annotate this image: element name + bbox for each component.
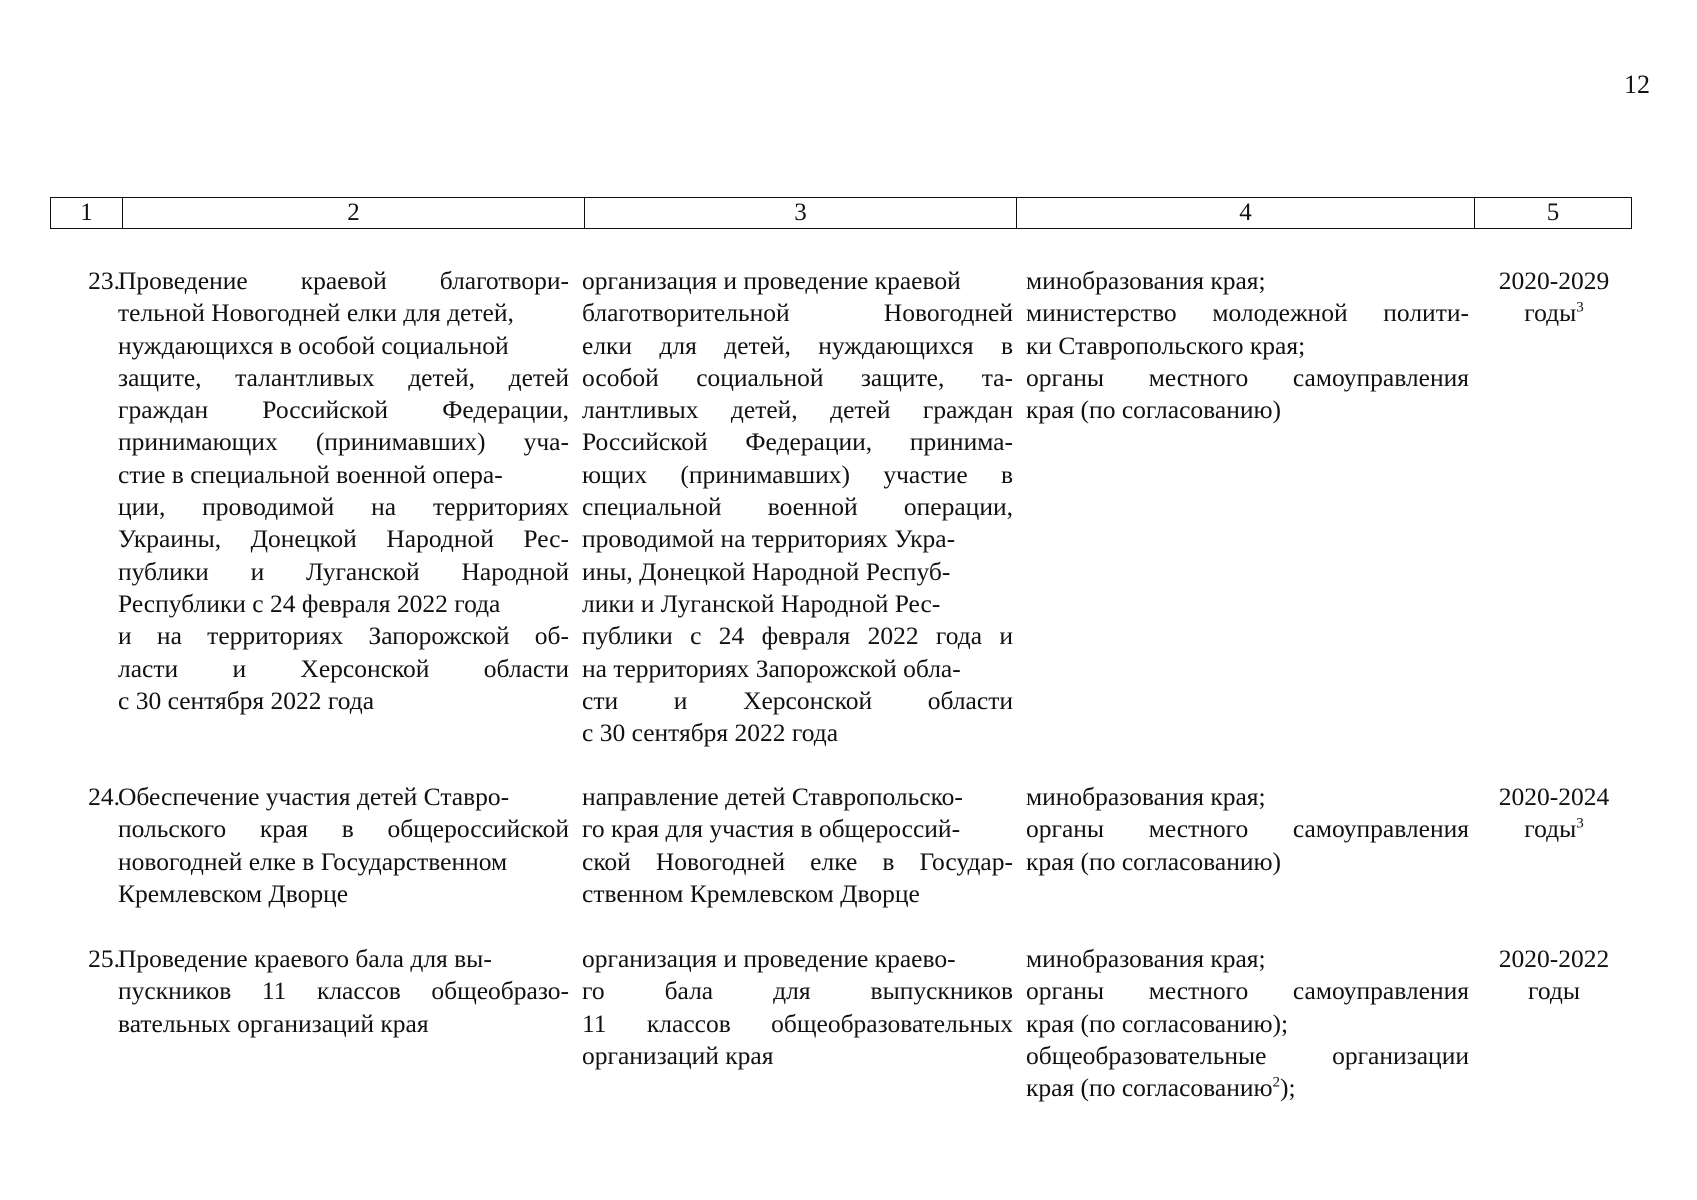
column-header-3: 3 bbox=[585, 198, 1017, 229]
text-line: Обеспечение участия детей Ставро- bbox=[118, 782, 510, 811]
row-number: 25. bbox=[88, 944, 120, 973]
text-line: 11 классов общеобразовательных bbox=[582, 1008, 1013, 1038]
text-line-part: края (по согласованию bbox=[1026, 1073, 1273, 1103]
text-line: минобразования края; bbox=[1026, 266, 1266, 295]
footnote-mark: 2 bbox=[1272, 1074, 1281, 1091]
text-line: лики и Луганской Народной Рес- bbox=[582, 588, 941, 618]
text-line: пускников 11 классов общеобразо- bbox=[118, 976, 569, 1006]
period-label-text: годы bbox=[1524, 298, 1577, 328]
text-line: тельной Новогодней елки для детей, bbox=[118, 298, 514, 328]
text-line: го края для участия в общероссий- bbox=[582, 814, 961, 844]
period-label bbox=[1472, 813, 1636, 845]
implementation-period bbox=[1472, 943, 1636, 1008]
period-years: 2020-2029 bbox=[1498, 266, 1610, 295]
activity-name bbox=[118, 943, 569, 1040]
period-label-text: годы bbox=[1528, 976, 1580, 1006]
text-line: организация и проведение краево- bbox=[582, 944, 956, 973]
text-line: стие в специальной военной опера- bbox=[118, 459, 503, 489]
text-line: организаций края bbox=[582, 1040, 774, 1070]
text-line: органы местного самоуправления bbox=[1026, 362, 1469, 392]
text-line: Республики с 24 февраля 2022 года bbox=[118, 588, 501, 618]
text-line: Проведение краевого бала для вы- bbox=[118, 944, 492, 973]
activity-content bbox=[582, 265, 1013, 749]
text-line: ки Ставропольского края; bbox=[1026, 330, 1306, 360]
text-line: направление детей Ставропольско- bbox=[582, 782, 963, 811]
responsible-parties bbox=[1026, 943, 1469, 1104]
column-header-table bbox=[50, 197, 1632, 229]
activity-name bbox=[118, 265, 569, 717]
activity-name bbox=[118, 781, 569, 910]
text-line: вательных организаций края bbox=[118, 1008, 429, 1038]
column-header-2: 2 bbox=[123, 198, 585, 229]
text-line: края (по согласованию); bbox=[1026, 1008, 1289, 1038]
responsible-parties bbox=[1026, 781, 1469, 878]
text-line: публики и Луганской Народной bbox=[118, 556, 569, 586]
implementation-period bbox=[1472, 265, 1636, 330]
text-line: особой социальной защите, та- bbox=[582, 362, 1013, 392]
period-label bbox=[1472, 975, 1636, 1007]
text-line: с 30 сентября 2022 года bbox=[582, 718, 839, 748]
text-line: ской Новогодней елке в Государ- bbox=[582, 846, 1013, 876]
text-line: края (по согласованию) bbox=[1026, 846, 1282, 876]
text-line: го бала для выпускников bbox=[582, 976, 1013, 1006]
text-line: ины, Донецкой Народной Респуб- bbox=[582, 556, 951, 586]
text-line: общеобразовательные организации bbox=[1026, 1040, 1469, 1070]
responsible-parties bbox=[1026, 265, 1469, 426]
column-header-row bbox=[51, 198, 1632, 229]
text-line: минобразования края; bbox=[1026, 782, 1266, 811]
text-line: Российской Федерации, принима- bbox=[582, 427, 1013, 457]
text-line: минобразования края; bbox=[1026, 944, 1266, 973]
footnote-mark: 3 bbox=[1576, 299, 1584, 316]
text-line: Проведение краевой благотвори- bbox=[118, 266, 569, 295]
period-label-text: годы bbox=[1524, 814, 1577, 844]
text-line: с 30 сентября 2022 года bbox=[118, 685, 375, 715]
activity-content bbox=[582, 781, 1013, 910]
text-line: елки для детей, нуждающихся в bbox=[582, 330, 1013, 360]
text-line: нуждающихся в особой социальной bbox=[118, 330, 509, 360]
text-line: публики с 24 февраля 2022 года и bbox=[582, 621, 1013, 651]
page-number: 12 bbox=[1624, 70, 1650, 99]
text-line: новогодней елке в Государственном bbox=[118, 846, 508, 876]
column-header-1: 1 bbox=[51, 198, 123, 229]
text-line: сти и Херсонской области bbox=[582, 685, 1013, 715]
text-line: органы местного самоуправления bbox=[1026, 976, 1469, 1006]
text-line: защите, талантливых детей, детей bbox=[118, 362, 569, 392]
text-line: лантливых детей, детей граждан bbox=[582, 395, 1013, 425]
text-line: министерство молодежной полити- bbox=[1026, 298, 1469, 328]
text-line-part: ); bbox=[1280, 1073, 1296, 1103]
text-line: ственном Кремлевском Дворце bbox=[582, 878, 920, 908]
text-line: Украины, Донецкой Народной Рес- bbox=[118, 524, 569, 554]
column-header-4: 4 bbox=[1017, 198, 1475, 229]
text-line: и на территориях Запорожской об- bbox=[118, 621, 569, 651]
text-line: края (по согласованию) bbox=[1026, 395, 1282, 425]
text-line: специальной военной операции, bbox=[582, 492, 1013, 522]
row-number: 23. bbox=[88, 266, 120, 295]
column-header-5: 5 bbox=[1475, 198, 1632, 229]
text-line: на территориях Запорожской обла- bbox=[582, 653, 961, 683]
text-line bbox=[1026, 1072, 1469, 1104]
period-label bbox=[1472, 297, 1636, 329]
text-line: органы местного самоуправления bbox=[1026, 814, 1469, 844]
text-line: Кремлевском Дворце bbox=[118, 878, 349, 908]
implementation-period bbox=[1472, 781, 1636, 846]
period-years: 2020-2024 bbox=[1498, 782, 1610, 811]
text-line: благотворительной Новогодней bbox=[582, 298, 1013, 328]
text-line: принимающих (принимавших) уча- bbox=[118, 427, 569, 457]
text-line: ласти и Херсонской области bbox=[118, 653, 569, 683]
text-line: ющих (принимавших) участие в bbox=[582, 459, 1013, 489]
text-line: организация и проведение краевой bbox=[582, 266, 961, 295]
text-line: ции, проводимой на территориях bbox=[118, 492, 569, 522]
period-years: 2020-2022 bbox=[1498, 944, 1610, 973]
activity-content bbox=[582, 943, 1013, 1072]
text-line: проводимой на территориях Укра- bbox=[582, 524, 956, 554]
text-line: граждан Российской Федерации, bbox=[118, 395, 569, 425]
footnote-mark: 3 bbox=[1576, 815, 1584, 832]
row-number: 24. bbox=[88, 782, 120, 811]
text-line: польского края в общероссийской bbox=[118, 814, 569, 844]
